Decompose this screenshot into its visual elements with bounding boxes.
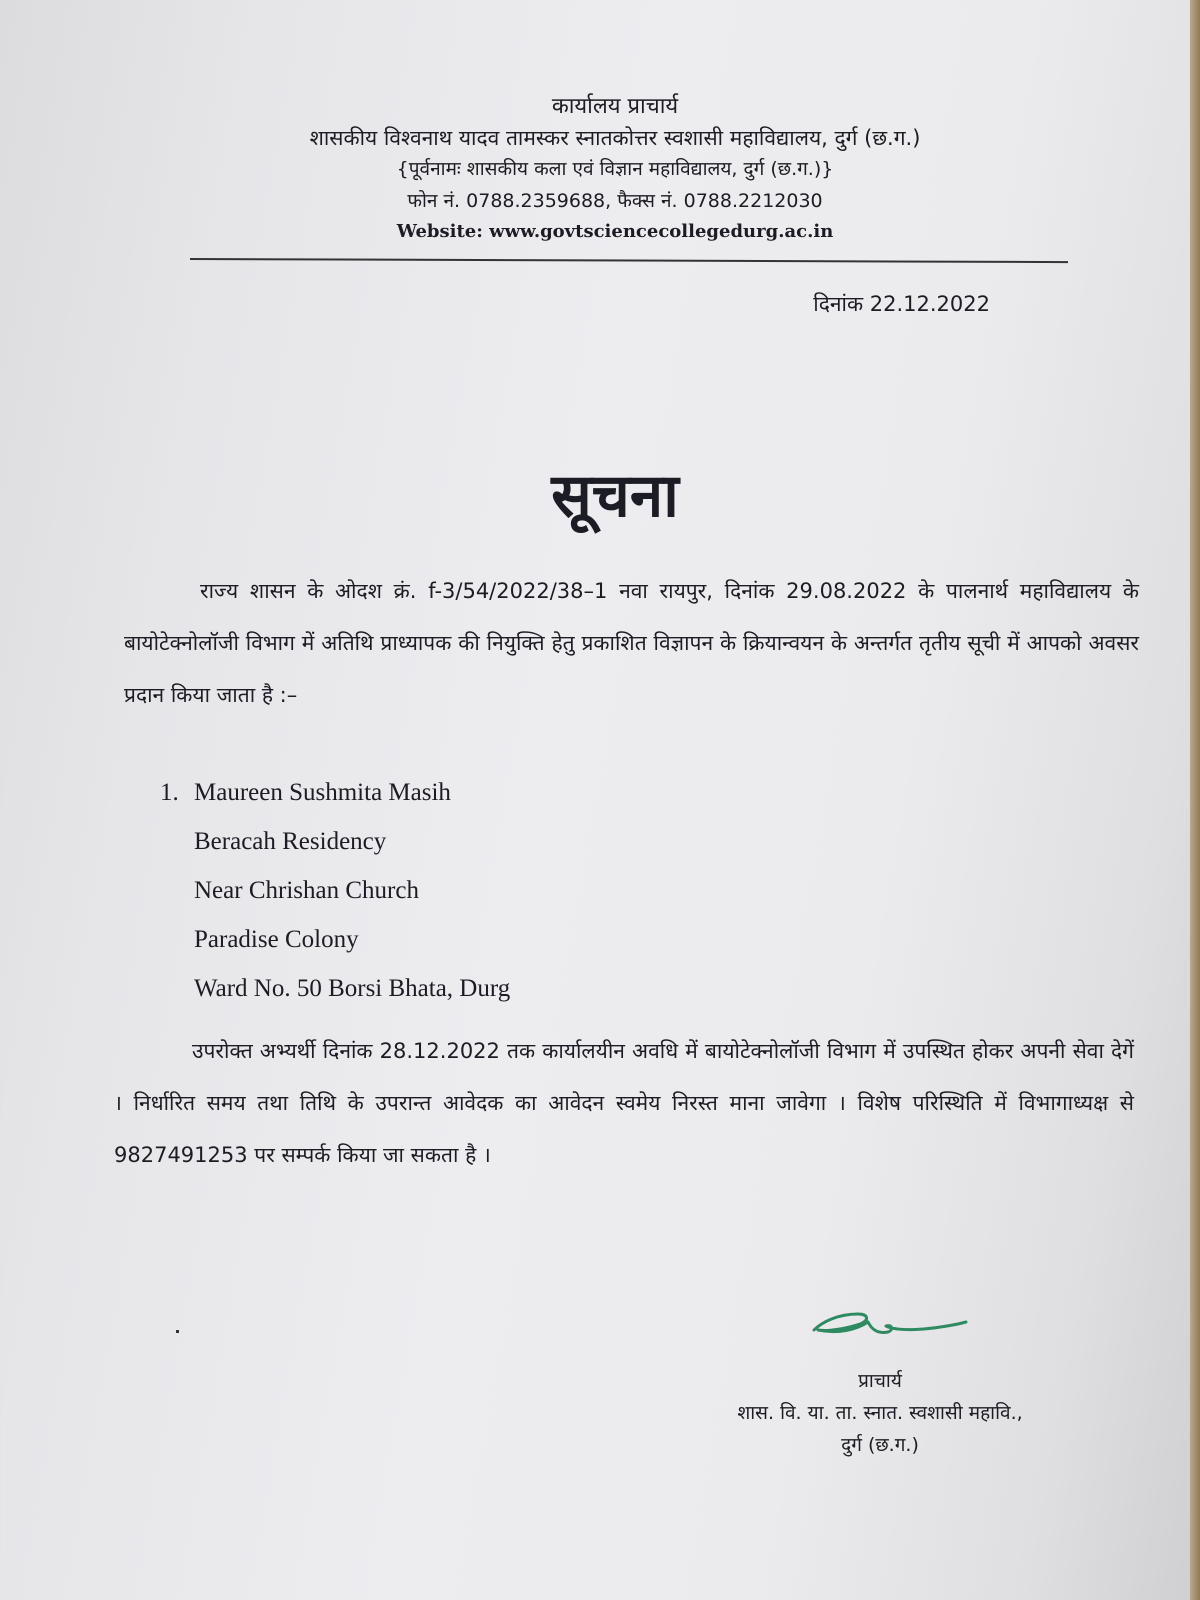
phone-fax: फोन नं. 0788.2359688, फैक्स नं. 0788.2212030: [407, 190, 823, 212]
former-name: {पूर्वनामः शासकीय कला एवं विज्ञान महाविद्यालय, दुर्ग (छ.ग.)}: [396, 158, 834, 180]
stray-mark: [176, 1330, 179, 1333]
letterhead: [0, 92, 1200, 246]
candidate-block: [160, 768, 510, 1013]
signatory-institution: शास. वि. या. ता. स्नात. स्वशासी महावि.,: [737, 1402, 1023, 1424]
signatory-block: [680, 1365, 1080, 1461]
candidate-name: Maureen Sushmita Masih: [194, 779, 451, 806]
address-line: Ward No. 50 Borsi Bhata, Durg: [194, 975, 511, 1002]
signatory-designation: प्राचार्य: [858, 1370, 902, 1392]
candidate-name-line: [160, 768, 510, 817]
signatory-place: दुर्ग (छ.ग.): [841, 1434, 919, 1456]
notice-title: सूचना: [551, 461, 679, 531]
college-name: शासकीय विश्वनाथ यादव तामस्कर स्नातकोत्तर स्वशासी महाविद्यालय, दुर्ग (छ.ग.): [309, 126, 921, 150]
candidate-number: 1.: [160, 779, 179, 806]
address-line: Near Chrishan Church: [194, 877, 419, 904]
address-line: Beracah Residency: [194, 828, 387, 855]
address-line: Paradise Colony: [194, 926, 359, 953]
letterhead-divider: [190, 258, 1068, 263]
notice-paragraph-1: राज्य शासन के ओदश क्रं. f-3/54/2022/38–1 नवा रायपुर, दिनांक 29.08.2022 के पालनार्थ महाविद्यालय के बायोटेक्नोलॉजी विभाग में अतिथि प्राध्यापक की नियुक्ति हेतु प्रकाशित विज्ञापन के क्रियान्वयन के अन्तर्गत तृतीय सूची में आपको अवसर प्रदान किया जाता है :–: [124, 579, 1139, 707]
notice-paragraph-2: उपरोक्त अभ्यर्थी दिनांक 28.12.2022 तक कार्यालयीन अवधि में बायोटेक्नोलॉजी विभाग में उपस्थित होकर अपनी सेवा देगें । निर्धारित समय तथा तिथि के उपरान्त आवेदक का आवेदन स्वमेय निरस्त माना जावेगा । विशेष परिस्थिति में विभागाध्यक्ष से 9827491253 पर सम्पर्क किया जा सकता है ।: [114, 1039, 1134, 1167]
signature: [808, 1300, 988, 1350]
website: Website: www.govtsciencecollegedurg.ac.in: [396, 221, 834, 242]
office-name: कार्यालय प्राचार्य: [551, 94, 679, 119]
notice-date: दिनांक 22.12.2022: [813, 292, 990, 316]
